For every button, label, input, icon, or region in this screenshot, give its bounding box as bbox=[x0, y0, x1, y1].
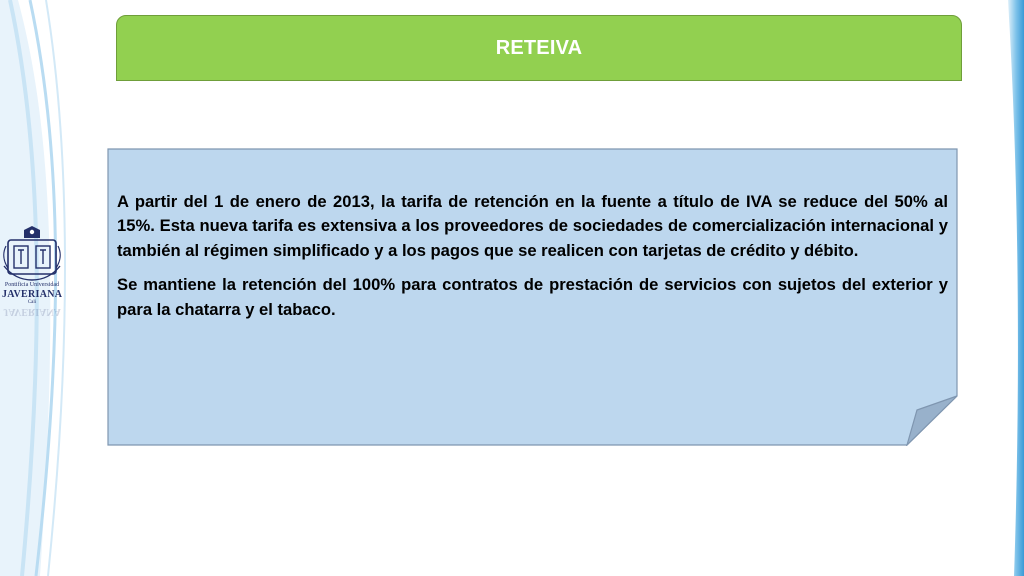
logo-line2: JAVERIANA bbox=[2, 289, 63, 300]
university-crest-icon bbox=[2, 226, 62, 282]
right-decoration bbox=[1000, 0, 1024, 576]
title-banner bbox=[116, 15, 962, 81]
note-content bbox=[117, 190, 948, 332]
university-logo bbox=[2, 226, 62, 318]
logo-reflection: JAVERIANA bbox=[3, 306, 61, 317]
slide-title: RETEIVA bbox=[495, 36, 583, 59]
paragraph-2: Se mantiene la retención del 100% para contratos de prestación de servicios con sujetos del exterior y para la chatarra y el tabaco. bbox=[117, 275, 948, 319]
logo-line3: Cali bbox=[27, 300, 37, 305]
logo-line1: Pontificia Universidad bbox=[4, 282, 60, 288]
paragraph-1: A partir del 1 de enero de 2013, la tarifa de retención en la fuente a título de IVA se reduce del 50% al 15%. Esta nueva tarifa es extensiva a los proveedores de sociedades de comercialización internacional y también al régimen simplificado y a los pagos que se realicen con tarjetas de crédito y débito. bbox=[117, 192, 948, 260]
